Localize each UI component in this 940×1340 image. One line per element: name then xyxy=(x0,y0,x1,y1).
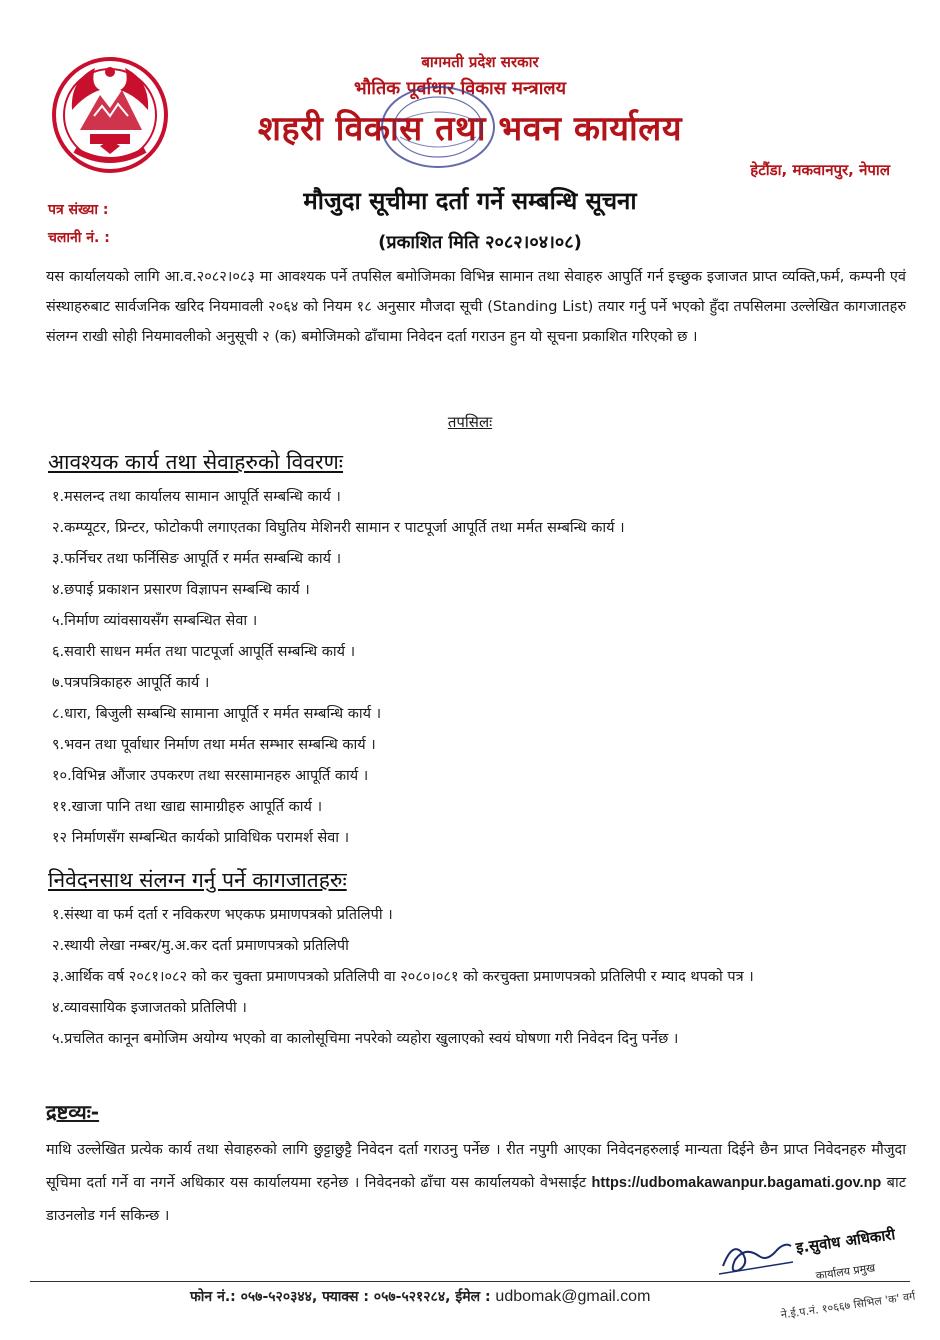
signer-name: इ.सुवोध अधिकारी xyxy=(794,1225,897,1257)
note-heading: द्रष्टव्यः- xyxy=(46,1100,100,1124)
list-item: २.स्थायी लेखा नम्बर/मु.अ.कर दर्ता प्रमाणपत्रको प्रतिलिपी xyxy=(52,938,349,954)
details-heading: तपसिलः xyxy=(447,413,493,431)
website-link[interactable]: https://udbomakawanpur.bagamati.gov.np xyxy=(591,1175,882,1191)
office-name: शहरी विकास तथा भवन कार्यालय xyxy=(257,109,683,149)
list-item: ५.प्रचलित कानून बमोजिम अयोग्य भएको वा कालोसूचिमा नपरेको व्यहोरा खुलाएको स्वयं घोषणा गरी निवेदन दिनु पर्नेछ । xyxy=(52,1031,679,1047)
footer-phone: फोन नं.: ०५७-५२०३४४, xyxy=(190,1289,318,1305)
list-item: ११.खाजा पानि तथा खाद्य सामाग्रीहरु आपूर्ति कार्य । xyxy=(52,799,323,815)
footer-email[interactable]: udbomak@gmail.com xyxy=(495,1288,651,1305)
list-item: १०.विभिन्न औंजार उपकरण तथा सरसामानहरु आपूर्ति कार्य । xyxy=(52,768,369,784)
ministry-name: भौतिक पूर्वाधार विकास मन्त्रालय xyxy=(353,78,567,99)
services-heading: आवश्यक कार्य तथा सेवाहरुको विवरणः xyxy=(48,450,344,474)
office-address: हेटौंडा, मकवानपुर, नेपाल xyxy=(750,161,890,179)
list-item: ९.भवन तथा पूर्वाधार निर्माण तथा मर्मत सम्भार सम्बन्धि कार्य । xyxy=(52,737,376,753)
list-item: ३.फर्निचर तथा फर्निसिङ आपूर्ति र मर्मत सम्बन्धि कार्य । xyxy=(52,551,342,567)
office-stamp-icon xyxy=(378,82,498,172)
nepal-emblem-icon xyxy=(50,50,170,180)
list-item: ४.छपाई प्रकाशन प्रसारण विज्ञापन सम्बन्धि कार्य । xyxy=(52,582,310,598)
list-item: २.कम्प्यूटर, प्रिन्टर, फोटोकपी लगाएतका विघुतिय मेशिनरी सामान र पाटपूर्जा आपूर्ति तथा मर्मत सम्बन्धि कार्य । xyxy=(52,520,625,536)
dispatch-number-label: चलानी नं. : xyxy=(48,230,110,246)
list-item: १.मसलन्द तथा कार्यालय सामान आपूर्ति सम्बन्धि कार्य । xyxy=(52,489,341,505)
list-item: ६.सवारी साधन मर्मत तथा पाटपूर्जा आपूर्ति सम्बन्धि कार्य । xyxy=(52,644,356,660)
list-item: ७.पत्रपत्रिकाहरु आपूर्ति कार्य । xyxy=(52,675,210,691)
government-name: बागमती प्रदेश सरकार xyxy=(421,53,539,71)
note-text: माथि उल्लेखित प्रत्येक कार्य तथा सेवाहरुको लागि छुट्टाछुट्टै निवेदन दर्ता गराउनु पर्नेछ । रीत नपुगी आएका निवेदनहरुलाई मान्यता दिईने छैन प्राप्त निवेदनहरु मौजुदा सूचिमा दर्ता गर्ने वा नगर्ने अधिकार यस कार्यालयमा रहनेछ । निवेदनको ढाँचा यस कार्यालयको वेभसाईट xyxy=(46,1142,906,1191)
list-item: ३.आर्थिक वर्ष २०८१।०८२ को कर चुक्ता प्रमाणपत्रको प्रतिलिपी वा २०८०।०८१ को करचुक्ता प्रमाणपत्रको प्रतिलिपी र म्याद थपको पत्र । xyxy=(52,969,754,985)
documents-list xyxy=(52,900,902,1055)
signer-registration: ने.ई.प.नं. १०६६७ सिभिल 'क' वर्ग xyxy=(780,1289,917,1322)
notice-title: मौजुदा सूचीमा दर्ता गर्ने सम्बन्धि सूचना xyxy=(303,187,637,215)
footer-divider xyxy=(30,1281,910,1282)
note-paragraph xyxy=(46,1134,906,1233)
footer-contact xyxy=(190,1287,750,1306)
letter-number-label: पत्र संख्या : xyxy=(48,202,109,218)
list-item: ४.व्यावसायिक इजाजतको प्रतिलिपी । xyxy=(52,1000,247,1016)
published-date: (प्रकाशित मिति २०८२।०४।०८) xyxy=(378,232,582,253)
documents-heading: निवेदनसाथ संलग्न गर्नु पर्ने कागजातहरुः xyxy=(48,868,347,892)
note-text-after: बाट डाउनलोड गर्न सकिन्छ । xyxy=(46,1175,907,1224)
list-item: ८.धारा, बिजुली सम्बन्धि सामाना आपूर्ति र मर्मत सम्बन्धि कार्य । xyxy=(52,706,382,722)
list-item: १.संस्था वा फर्म दर्ता र नविकरण भएकफ प्रमाणपत्रको प्रतिलिपी । xyxy=(52,907,393,923)
footer-fax: फ्याक्स : ०५७-५२१२८४, xyxy=(322,1289,451,1305)
intro-paragraph: यस कार्यालयको लागि आ.व.२०८२।०८३ मा आवश्यक पर्ने तपसिल बमोजिमका विभिन्न सामान तथा सेवाहरु आपुर्ति गर्न इच्छुक इजाजत प्राप्त व्यक्ति,फर्म, कम्पनी एवं संस्थाहरुबाट सार्वजनिक खरिद नियमावली २०६४ को नियम १८ अनुसार मौजदा सूची (Standing List) तयार गर्नु पर्ने भएको हुँदा तपसिलमा उल्लेखित कागजातहरु संलग्न राखी सोही नियमावलीको अनुसूची २ (क) बमोजिमको ढाँचामा निवेदन दर्ता गराउन हुन यो सूचना प्रकाशित गरिएको छ । xyxy=(46,269,906,345)
footer-email-label: ईमेल : xyxy=(455,1289,491,1305)
services-list xyxy=(52,482,902,854)
signer-title: कार्यालय प्रमुख xyxy=(815,1261,876,1283)
list-item: ५.निर्माण व्यांवसायसँग सम्बन्धित सेवा । xyxy=(52,613,258,629)
list-item: १२ निर्माणसँग सम्बन्धित कार्यको प्राविधिक परामर्श सेवा । xyxy=(52,830,350,846)
